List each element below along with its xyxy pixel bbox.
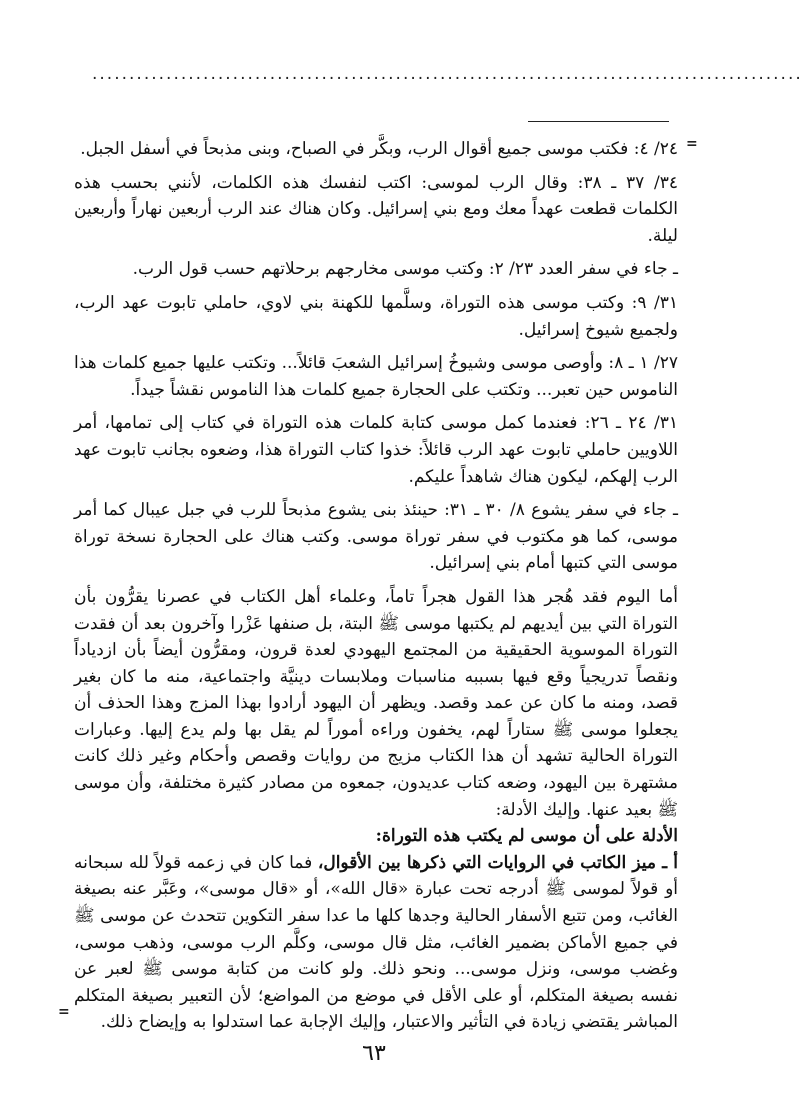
page-content [74,136,678,1036]
continuation-marker-top: = [686,136,698,152]
footnote-line: ٣١/ ٢٤ ـ ٢٦: فعندما كمل موسى كتابة كلمات هذه التوراة في كتاب إلى تمامها، أمر اللاويين حاملي تابوت عهد الرب قائلاً: خذوا كتاب التوراة هذا، وضعوه بجانب تابوت عهد الرب إلهكم، ليكون هناك شاهداً عليكم. [74,413,678,487]
footnote-line: ٣٤/ ٣٧ ـ ٣٨: وقال الرب لموسى: اكتب لنفسك هذه الكلمات، لأنني بحسب هذه الكلمات قطعت عهداً معك ومع بني إسرائيل. وكان هناك عند الرب أربعين نهاراً وأربعين ليلة. [74,172,678,246]
footnotes-block [74,136,678,577]
footnote-line: ٢٤/ ٤: فكتب موسى جميع أقوال الرب، وبكَّر في الصباح، وبنى مذبحاً في أسفل الجبل. [80,139,678,159]
footnote-line: ـ جاء في سفر يشوع ٨/ ٣٠ ـ ٣١: حينئذ بنى يشوع مذبحاً للرب في جبل عيبال كما أمر موسى، كما هو مكتوب في سفر توراة موسى. وكتب هناك على الحجارة نسخة توراة موسى التي كتبها أمام بني إسرائيل. [74,500,678,574]
section-heading: الأدلة على أن موسى لم يكتب هذه التوراة: [375,826,678,847]
point-one-text: فما كان في زعمه قولاً لله سبحانه أو قولاً لموسى ﷺ أدرجه تحت عبارة «قال الله»، أو «قال موسى»، وعَبَّر عنه بصيغة الغائب، ومن تتبع الأسفار الحالية وجدها كلها ما عدا سفر التكوين تتحدث عن موسى ﷺ في جميع الأماكن بضمير الغائب، مثل قال موسى، وكلَّم الرب موسى، وذهب موسى، وغضب موسى، ونزل موسى... ونحو ذلك. ولو كانت من كتابة موسى ﷺ لعبر عن نفسه بصيغة المتكلم، أو على الأقل في موضع من المواضع؛ لأن التعبير بصيغة المتكلم المباشر يقتضي زيادة في التأثير والاعتبار، وإليك الإجابة عما استدلوا به وإيضاح ذلك. [74,852,678,1033]
main-paragraph: أما اليوم فقد هُجر هذا القول هجراً تاماً، وعلماء أهل الكتاب في عصرنا يقرُّون بأن التوراة التي بين أيديهم لم يكتبها موسى ﷺ البتة، بل صنفها عَزْرا وآخرون بعد أن فقدت التوراة الموسوية الحقيقية من المجتمع اليهودي لعدة قرون، ومقرُّون أيضاً بأن ازدياداً ونقصاً تدريجياً وقع فيها بسببه مناسبات وملابسات دينيَّة واجتماعية، منه ما كان بغير قصد، ومنه ما كان عن عمد وقصد. ويظهر أن اليهود أرادوا بهذا المزج وهذا الحذف أن يجعلوا موسى ﷺ ستاراً لهم، يخفون وراءه أموراً لم يقل بها ولم يدع إليها. وعبارات التوراة الحالية تشهد أن هذا الكتاب مزيج من روايات وقصص وأحكام وغير ذلك كانت مشتهرة بين اليهود، وضعه كتاب عديدون، جمعوه من مصادر كثيرة مختلفة، وأن موسى ﷺ بعيد عنها. وإليك الأدلة: [74,586,678,820]
footnote-rule [528,121,669,122]
page-number: ٦٣ [362,1041,386,1066]
footnote-line: ٣١/ ٩: وكتب موسى هذه التوراة، وسلَّمها للكهنة بني لاوي، حاملي تابوت عهد الرب، ولجميع شيوخ إسرائيل. [74,292,678,340]
separator-dots: ................................................................................................ [92,64,803,84]
point-one-label: أ ـ ميز الكاتب في الروايات التي ذكرها بين الأقوال، [317,852,678,873]
footnote-line: ـ جاء في سفر العدد ٢٣/ ٢: وكتب موسى مخارجهم برحلاتهم حسب قول الرب. [132,259,678,280]
main-text [74,584,678,1036]
footnote-line: ٢٧/ ١ ـ ٨: وأوصى موسى وشيوخُ إسرائيل الشعبَ قائلاً... وتكتب عليها جميع كلمات هذا الناموس حين تعبر... وتكتب على الحجارة جميع كلمات هذا الناموس نقشاً جيداً. [74,353,678,400]
point-one-paragraph [74,850,678,1036]
continuation-marker-bottom: = [58,1004,70,1020]
